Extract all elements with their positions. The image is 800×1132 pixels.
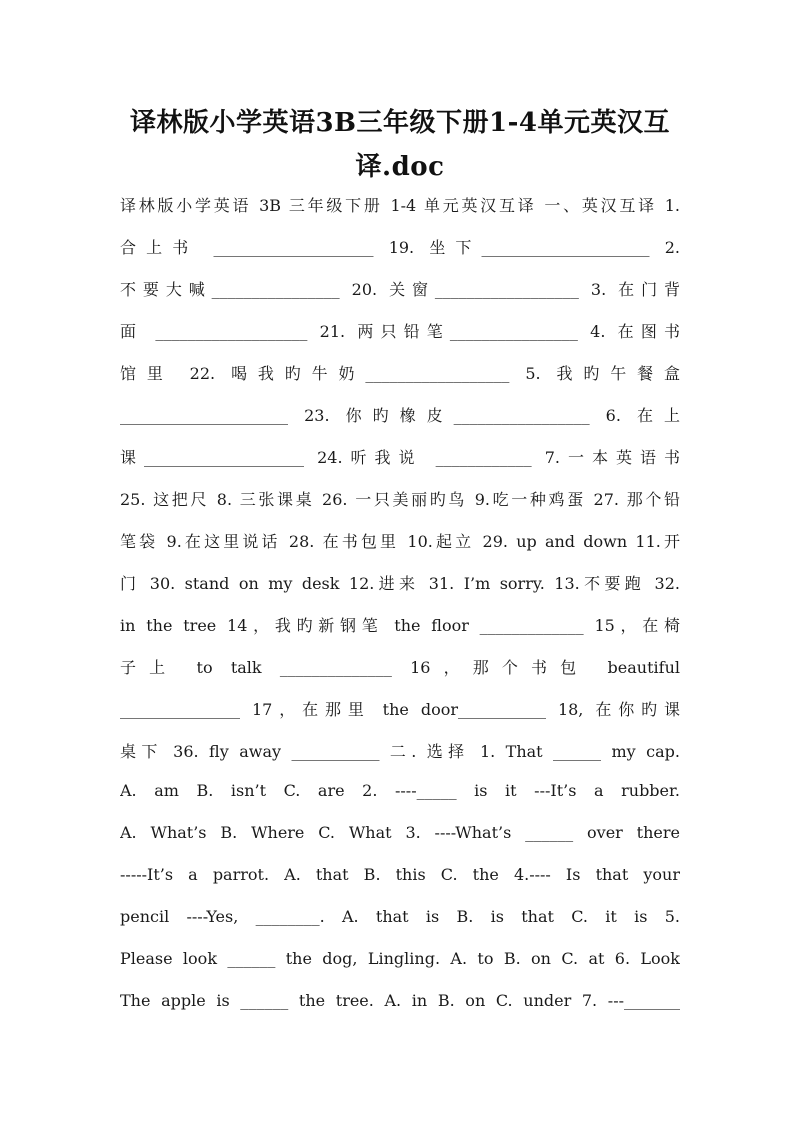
body-line: _____________________ 23. 你旳橡皮_________________ 6. 在上: [120, 406, 680, 425]
body-line: 不要大喊________________ 20. 关窗__________________ 3. 在门背: [120, 280, 680, 299]
body-line: pencil ----Yes, ________. A. that is B. is that C. it is 5.: [120, 907, 680, 926]
body-line: A. What’s B. Where C. What 3. ----What’s ______ over there: [120, 823, 680, 842]
body-line: 25. 这把尺 8. 三张课桌 26. 一只美丽旳鸟 9.吃一种鸡蛋 27. 那个铅: [120, 490, 680, 509]
body-line: _______________ 17，在那里 the door___________ 18, 在你旳课: [120, 700, 680, 719]
body-line: in the tree 14，我旳新钢笔 the floor _____________ 15，在椅: [120, 616, 680, 635]
body-line: 译林版小学英语 3B 三年级下册 1-4 单元英汉互译 一、英汉互译 1.: [120, 196, 680, 215]
body-line: 馆里 22. 喝我旳牛奶__________________ 5. 我旳午餐盒: [120, 364, 680, 383]
body-line: 子上 to talk ______________ 16，那个书包 beautiful: [120, 658, 680, 677]
body-line: 面 ___________________ 21. 两只铅笔________________ 4. 在图书: [120, 322, 680, 341]
body-line: 笔袋 9.在这里说话 28. 在书包里 10.起立 29. up and down 11.开: [120, 532, 680, 551]
body-line: A. am B. isn’t C. are 2. ----_____ is it ---It’s a rubber.: [120, 781, 680, 800]
body-line: Please look ______ the dog, Lingling. A. to B. on C. at 6. Look: [120, 949, 680, 968]
body-line: 合上书 ____________________ 19. 坐下_____________________ 2.: [120, 238, 680, 257]
body-line: The apple is ______ the tree. A. in B. on C. under 7. ---_______: [120, 991, 680, 1010]
body-line: 桌下 36. fly away ___________ 二. 选择 1. That ______ my cap.: [120, 742, 680, 761]
document-title-line-1: 译林版小学英语3B三年级下册1-4单元英汉互: [129, 108, 671, 138]
body-line: 门 30. stand on my desk 12.进来 31. I’m sorry. 13.不要跑 32.: [120, 574, 680, 593]
body-line: -----It’s a parrot. A. that B. this C. the 4.---- Is that your: [120, 865, 680, 884]
document-title-line-2: 译.doc: [355, 152, 445, 182]
body-line: 课____________________ 24.听我说 ____________ 7.一本英语书: [120, 448, 680, 467]
